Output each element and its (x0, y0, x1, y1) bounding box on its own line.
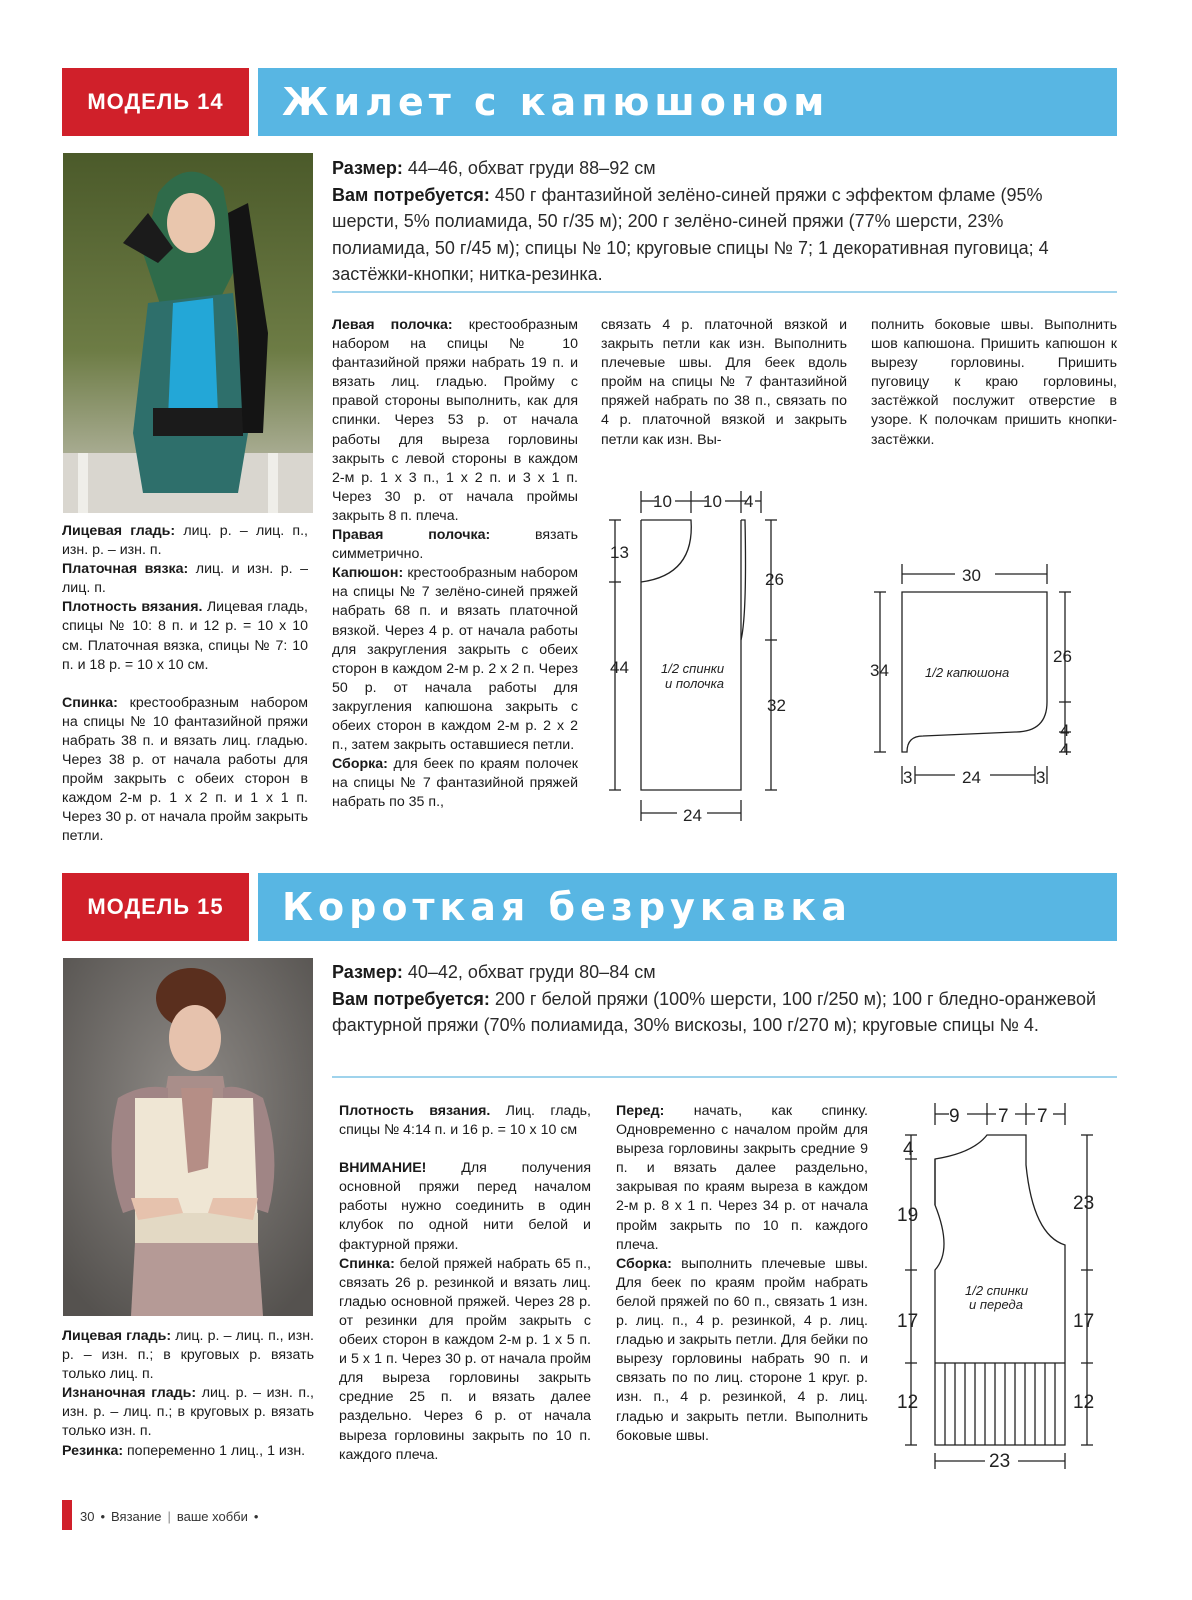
dim-height: 44 (610, 658, 629, 677)
body-label-1: 1/2 спинки (661, 661, 725, 676)
iznanochnaya-label: Изнаночная гладь: (62, 1385, 197, 1402)
model-15-title: Короткая безрукавка (258, 873, 1117, 941)
vnimanie-text: Для получения основной пряжи перед началом работы нужно соединить в один клубок по одной нити белой и фактурной пряжи. (339, 1160, 591, 1253)
dim-top-a: 9 (949, 1106, 960, 1127)
dim-l3: 17 (897, 1311, 919, 1332)
rezinka-label: Резинка: (62, 1442, 124, 1459)
model-15-diagram (893, 1095, 1108, 1475)
dim-top-b: 10 (703, 492, 722, 511)
diagram-label-2: и переда (969, 1297, 1023, 1312)
pravaya-text: вязать симметрично. (332, 527, 578, 563)
model-14-col4: полнить боковые швы. Выполнить шов капюшона. Пришить капюшон к вырезу горловины. Пришить пуговицу к краю горловины, застёжкой послужит отверстие в узоре. К полочкам пришить кнопки-застёжки. (871, 317, 1117, 448)
licevaya-text: лиц. р. – лиц. п., изн. р. – изн. п.; в круговых р. вязать только лиц. п. (62, 1328, 314, 1383)
spinka-label: Спинка: (62, 694, 118, 711)
sborka-label: Сборка: (332, 756, 388, 773)
platochnaya-label: Платочная вязка: (62, 561, 189, 578)
dim-r3: 12 (1073, 1392, 1095, 1413)
dim-l1: 4 (903, 1139, 914, 1160)
model-14-rule (332, 291, 1117, 293)
plotnost-text: Лиц. гладь, спицы № 4:14 п. и 16 р. = 10 х 10 см (339, 1103, 591, 1139)
model-15-rule (332, 1076, 1117, 1078)
size-value: 40–42, обхват груди 80–84 см (402, 962, 656, 982)
footer-bar: | (167, 1508, 171, 1524)
pered-label: Перед: (616, 1103, 665, 1119)
dim-top-c: 7 (1037, 1106, 1048, 1127)
hood-r1: 4 (1060, 721, 1070, 740)
diagram-label-1: 1/2 спинки (965, 1283, 1029, 1298)
hood-height: 34 (870, 661, 889, 680)
dim-l2: 19 (897, 1205, 919, 1226)
plotnost-text: Лицевая гладь, спицы № 10: 8 п. и 12 р. = 10 х 10 см. Платочная вязка, спицы № 7: 10 п. и 18 р. = 10 х 10 см. (62, 599, 308, 673)
sborka-label: Сборка: (616, 1255, 672, 1272)
dim-bottom: 23 (989, 1451, 1011, 1472)
dim-top-c: 4 (744, 492, 754, 511)
licevaya-text: лиц. р. – лиц. п., изн. р. – изн. п. (62, 523, 308, 559)
magazine-name: Вязание (111, 1508, 162, 1524)
hood-top: 30 (962, 566, 981, 585)
hood-right-h: 26 (1053, 647, 1072, 666)
footer-dot-2: • (253, 1508, 259, 1524)
dim-bottom: 24 (683, 806, 702, 825)
footer (80, 1506, 258, 1526)
sborka-text: для беек по краям полочек на спицы № 7 фантазийной пряжей набрать по 35 п., (332, 756, 578, 811)
hood-b-mid: 24 (962, 768, 981, 787)
kapushon-text: крестообразным набором на спицы № 7 зелёно-синей пряжей набрать 68 п. и вязать платочной вязкой. Через 4 р. от начала работы для закругления закрыть с обеих сторон в каждом 2-м р. 2 х 2 п. Через 50 р. от начала работы для закругления капюшона закрыть с обеих сторон в каждом 2-м р. 2 х 2 п., затем закрыть оставшиеся петли. (332, 565, 578, 754)
hood-label: 1/2 капюшона (925, 665, 1010, 680)
kapushon-label: Капюшон: (332, 565, 404, 582)
sborka-text: выполнить плечевые швы. Для беек по краям пройм набрать белой пряжей по 60 п., связать 1 изн. р. лиц. п., 4 р. резинкой, 4 р. лиц. гладью и закрыть петли. Для бейки по вырезу горловины набрать 90 п. и связать по по лиц. стороне 1 круг. р. изн. п., 4 р. резинкой, 4 р. лиц. гладью и закрыть петли. Выполнить боковые швы. (616, 1255, 868, 1444)
page-number: 30 (80, 1508, 95, 1524)
pered-text: начать, как спинку. Одновременно с началом пройм для выреза горловины закрыть средние 9 п. и вязать далее раздельно, закрывая по краям выреза в каждом 2-м р. 8 х 1 п. Через 34 р. от начала пройм закрыть по 10 п. каждого плеча. (616, 1103, 868, 1253)
vnimanie-label: ВНИМАНИЕ! (339, 1160, 427, 1177)
dim-r1: 23 (1073, 1193, 1095, 1214)
model-14-body-diagram (595, 485, 805, 835)
need-label: Вам потребуется: (332, 988, 490, 1009)
body-label-2: и полочка (665, 676, 725, 691)
licevaya-label: Лицевая гладь: (62, 523, 176, 539)
model-14-photo (63, 153, 313, 513)
model-14-title: Жилет с капюшоном (258, 68, 1117, 136)
need-value: 450 г фантазийной зелёно-синей пряжи с эффектом фламе (95% шерсти, 5% полиамида, 50 г/35 м); 200 г зелёно-синей пряжи (77% шерсти, 23% полиамида, 50 г/45 м); спицы № 10; круговые спицы № 7; 1 декоративная пуговица; 4 застёжки-кнопки; нитка-резинка. (332, 184, 1049, 284)
pravaya-label: Правая полочка: (332, 527, 491, 544)
dim-top-b: 7 (998, 1106, 1009, 1127)
dim-side: 32 (767, 696, 786, 715)
hood-b-left: 3 (903, 768, 913, 787)
model-15-left-column (62, 1327, 314, 1461)
dim-armhole: 26 (765, 570, 784, 589)
model-15-tag: МОДЕЛЬ 15 (62, 873, 249, 941)
footer-dot-1: • (100, 1508, 106, 1524)
footer-red-mark (62, 1500, 72, 1530)
model-15-mid-column (339, 1102, 591, 1465)
model-14-lead (332, 155, 1102, 288)
spinka-label: Спинка: (339, 1255, 395, 1272)
dim-l4: 12 (897, 1392, 919, 1413)
size-label: Размер: (332, 962, 403, 982)
levaya-label: Левая полочка: (332, 317, 453, 333)
size-value: 44–46, обхват груди 88–92 см (402, 158, 656, 178)
dim-top-a: 10 (653, 492, 672, 511)
model-15-photo (63, 958, 313, 1316)
hood-b-right: 3 (1036, 768, 1046, 787)
model-14-mid-column (332, 316, 578, 812)
iznanochnaya-text: лиц. р. – изн. п., изн. р. – лиц. п.; в круговых р. вязать только изн. п. (62, 1385, 314, 1440)
licevaya-label: Лицевая гладь: (62, 1328, 172, 1344)
rezinka-text: попеременно 1 лиц., 1 изн. (123, 1442, 306, 1459)
model-14-left-column (62, 522, 308, 847)
plotnost-label: Плотность вязания. (339, 1103, 491, 1119)
need-value: 200 г белой пряжи (100% шерсти, 100 г/250 м); 100 г бледно-оранжевой фактурной пряжи (70% полиамида, 30% вискозы, 100 г/270 м); круговые спицы № 4. (332, 988, 1097, 1035)
levaya-text: крестообразным набором на спицы № 10 фантазийной пряжи набрать 19 п. и вязать лиц. гладью. Пройму с правой стороны выполнить, как для спинки. Через 53 р. от начала работы для выреза горловины закрыть с левой стороны в каждом 2-м р. 1 х 3 п., 1 х 2 п. и 3 х 1 п. Через 30 р. от начала проймы закрыть 8 п. плеча. (332, 317, 578, 524)
need-label: Вам потребуется: (332, 184, 490, 205)
spinka-text: белой пряжей набрать 65 п., связать 26 р. резинкой и вязать лиц. гладью основной пряжей. Через 28 р. от резинки для пройм закрыть с обеих сторон в каждом 2-м р. 1 х 5 п. и 5 х 1 п. Через 30 р. от начала пройм для выреза горловины закрыть средние 25 п. и вязать далее раздельно. Через 6 р. от начала выреза горловины закрыть по 10 п. каждого плеча. (339, 1255, 591, 1463)
plotnost-label: Плотность вязания. (62, 599, 203, 616)
model-14-tag: МОДЕЛЬ 14 (62, 68, 249, 136)
spinka-text: крестообразным набором на спицы № 10 фантазийной пряжи набрать 38 п. и вязать лиц. гладью. Через 38 р. от начала работы для пройм закрыть с обеих сторон в каждом 2-м р. 1 х 2 п. и 1 х 1 п. Через 30 р. от начала пройм закрыть петли. (62, 694, 308, 845)
model-14-col3: связать 4 р. платочной вязкой и закрыть петли как изн. Выполнить плечевые швы. Для беек вдоль пройм на спицы № 7 фантазийной пряжей набрать по 38 п., связать по 4 р. платочной вязкой и закрыть петли как изн. Вы- (601, 317, 847, 448)
magazine-slogan: ваше хобби (176, 1508, 248, 1524)
dim-r2: 17 (1073, 1311, 1095, 1332)
hood-r2: 4 (1060, 740, 1070, 759)
size-label: Размер: (332, 158, 403, 178)
model-15-col3 (616, 1102, 868, 1446)
platochnaya-text: лиц. и изн. р. – лиц. п. (62, 561, 309, 597)
model-15-lead (332, 959, 1102, 1039)
model-14-hood-diagram (865, 560, 1080, 790)
dim-neck: 13 (610, 543, 629, 562)
